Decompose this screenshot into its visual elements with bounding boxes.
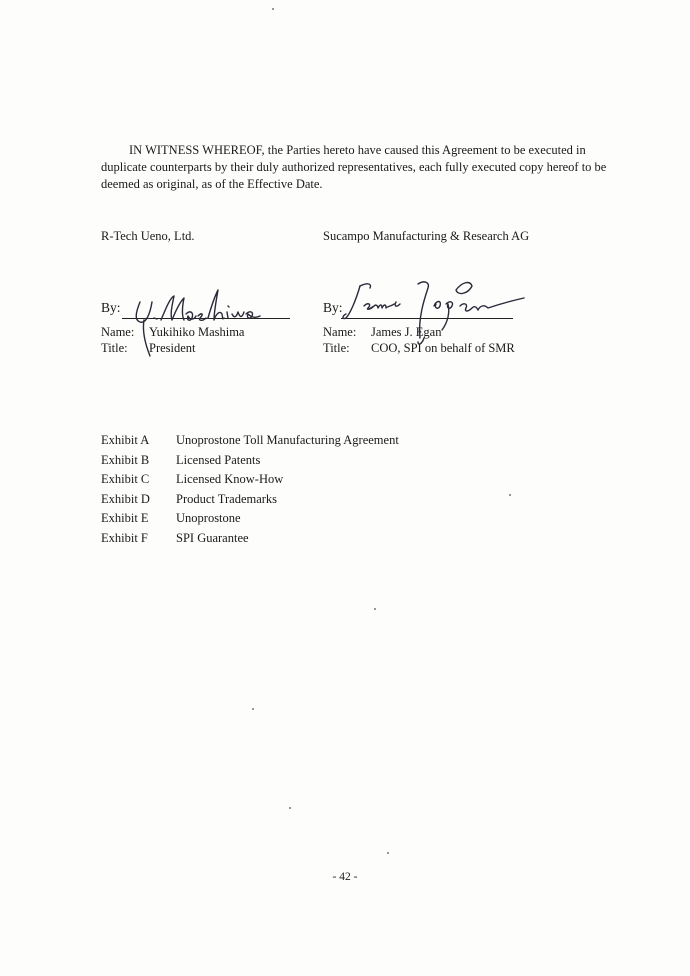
- name-label-left: Name:: [101, 325, 135, 339]
- exhibit-item: [101, 471, 399, 491]
- exhibit-title: Unoprostone Toll Manufacturing Agreement: [176, 433, 399, 447]
- exhibit-code: Exhibit B: [101, 452, 150, 467]
- page-number: - 42 -: [332, 871, 358, 883]
- scan-speck: [374, 608, 376, 610]
- exhibit-code: Exhibit E: [101, 511, 149, 525]
- party-right-company: Sucampo Manufacturing & Research AG: [323, 229, 530, 243]
- exhibit-code: Exhibit D: [101, 491, 150, 506]
- signature-right: [338, 272, 528, 362]
- scan-speck: [289, 807, 291, 809]
- name-label-right: Name:: [323, 325, 357, 339]
- exhibit-item: [101, 530, 399, 550]
- by-label-right: By:: [323, 300, 343, 315]
- witness-paragraph: IN WITNESS WHEREOF, the Parties hereto have caused this Agreement to be executed in duplicate counterparts by their duly authorized representatives, each fully executed copy hereof to be deemed as original, as of the Effective Date.: [101, 143, 607, 191]
- exhibit-code: Exhibit A: [101, 433, 150, 447]
- exhibit-item: [101, 510, 399, 530]
- scan-speck: [252, 708, 254, 710]
- name-value-right: James J. Egan: [371, 325, 442, 339]
- exhibit-list: [101, 432, 399, 549]
- exhibit-title: SPI Guarantee: [176, 530, 249, 545]
- exhibit-code: Exhibit F: [101, 530, 148, 545]
- exhibit-item: [101, 491, 399, 511]
- exhibit-code: Exhibit C: [101, 472, 150, 486]
- scan-speck: [387, 852, 389, 854]
- exhibit-title: Licensed Know-How: [176, 472, 284, 486]
- by-label-left: By:: [101, 300, 121, 315]
- exhibit-item: [101, 432, 399, 452]
- scan-speck: [509, 494, 511, 496]
- title-label-right: Title:: [323, 341, 350, 355]
- exhibit-title: Licensed Patents: [176, 452, 261, 467]
- signature-left: [128, 280, 278, 360]
- name-value-left: Yukihiko Mashima: [149, 325, 245, 339]
- title-value-left: President: [149, 341, 196, 355]
- title-value-right: COO, SPI on behalf of SMR: [371, 341, 515, 355]
- exhibit-title: Product Trademarks: [176, 491, 278, 506]
- exhibit-title: Unoprostone: [176, 511, 241, 525]
- scan-speck: [272, 8, 274, 10]
- title-label-left: Title:: [101, 341, 128, 355]
- exhibit-item: [101, 452, 399, 472]
- party-left-company: R-Tech Ueno, Ltd.: [101, 229, 195, 243]
